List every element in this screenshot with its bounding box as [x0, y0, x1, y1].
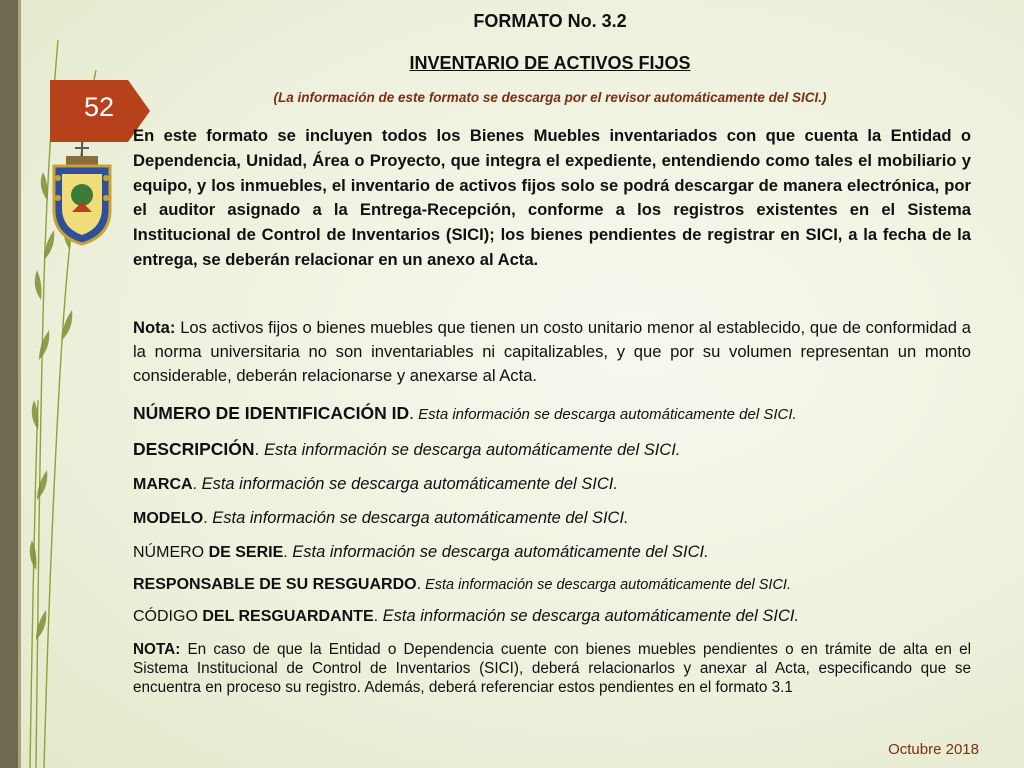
field-separator: . — [416, 576, 422, 593]
field-label: MODELO — [133, 510, 204, 527]
nota2-label: NOTA: — [133, 641, 181, 658]
field-description: Esta información se descarga automáticamente del SICI. — [287, 543, 709, 561]
date-footer: Octubre 2018 — [888, 741, 979, 758]
page-number: 52 — [83, 92, 115, 122]
field-description: Esta información se descarga automáticamente del SICI. — [259, 441, 681, 459]
nota-text: Los activos fijos o bienes muebles que tienen un costo unitario menor al establecido, que de conformidad a la norma universitaria no son inventariables ni capitalizables, y que por su volumen representan un monto considerable, deberán relacionarse y anexarse al Acta. — [133, 318, 971, 385]
nota-paragraph — [133, 316, 971, 388]
field-row — [133, 576, 971, 594]
field-label: RESPONSABLE DE SU RESGUARDO — [133, 576, 417, 593]
field-row — [133, 509, 971, 528]
field-label: NÚMERO DE IDENTIFICACIÓN ID — [133, 403, 410, 423]
field-label: DESCRIPCIÓN — [133, 439, 255, 459]
university-crest-icon — [46, 140, 118, 248]
field-separator: . — [192, 476, 197, 493]
slide-subtitle: INVENTARIO DE ACTIVOS FIJOS — [409, 53, 691, 73]
field-row — [133, 403, 971, 424]
field-row — [133, 607, 971, 626]
field-row — [133, 439, 971, 460]
field-label: DE SERIE — [208, 544, 284, 561]
slide-note-header: (La información de este formato se descarga por el revisor automáticamente del SICI.) — [273, 90, 827, 105]
field-separator: . — [283, 544, 288, 561]
slide-title: FORMATO No. 3.2 — [473, 11, 627, 31]
field-separator: . — [203, 510, 208, 527]
field-row — [133, 475, 971, 494]
field-description: Esta información se descarga automáticamente del SICI. — [197, 475, 618, 493]
field-label: DEL RESGUARDANTE — [202, 608, 374, 625]
field-separator: . — [254, 439, 260, 459]
field-separator: . — [409, 403, 414, 423]
field-row — [133, 543, 971, 562]
field-label: MARCA — [133, 476, 193, 493]
field-description: Esta información se descarga automáticamente del SICI. — [414, 406, 797, 423]
intro-paragraph: En este formato se incluyen todos los Bienes Muebles inventariados con que cuenta la Entidad o Dependencia, Unidad, Área o Proyecto, que integra el expediente, entendiendo como tales el mobiliario y equipo, y los inmuebles, el inventario de activos fijos solo se podrá descargar de manera electrónica, por el auditor asignado a la Entrega-Recepción, conforme a los registros existentes en el Sistema Institucional de Control de Inventarios (SICI); los bienes pendientes de registrar en SICI, a la fecha de la entrega, se deberán relacionar en un anexo al Acta. — [133, 126, 971, 269]
field-label-plain: NÚMERO — [133, 544, 209, 561]
field-label-plain: CÓDIGO — [133, 608, 203, 625]
nota-label: Nota: — [133, 318, 176, 337]
nota2-paragraph — [133, 640, 971, 697]
field-description: Esta información se descarga automáticamente del SICI. — [378, 607, 800, 625]
field-separator: . — [373, 608, 379, 625]
nota2-text: En caso de que la Entidad o Dependencia cuente con bienes muebles pendientes o en trámite de alta en el Sistema Institucional de Control de Inventarios (SICI), deberá relacionarlos y anexar al Acta, especificando que se encuentra en proceso su registro. Además, deberá referenciar estos pendientes en el formato 3.1 — [133, 641, 971, 696]
field-description: Esta información se descarga automáticamente del SICI. — [421, 577, 791, 593]
field-description: Esta información se descarga automáticamente del SICI. — [207, 509, 629, 527]
